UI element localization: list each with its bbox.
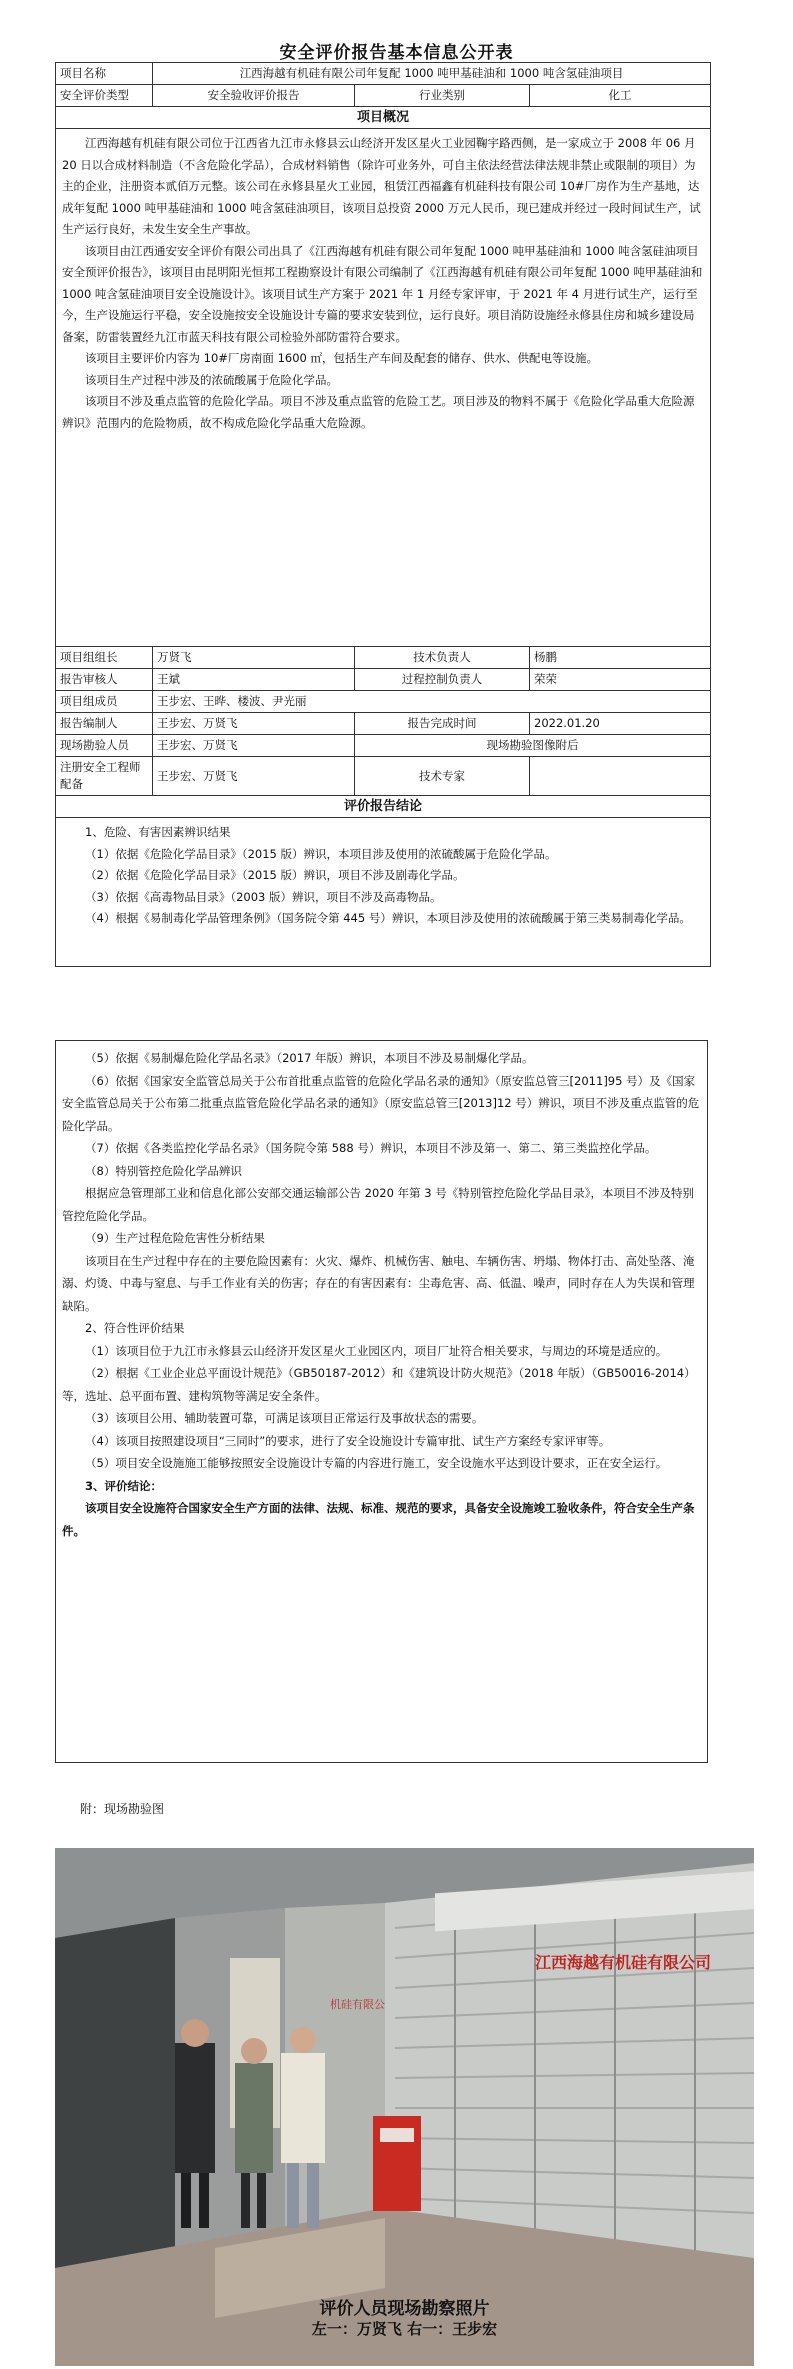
overview-body <box>56 129 711 647</box>
conclusion-paragraph: （4）根据《易制毒化学品管理条例》（国务院令第 445 号）辨识，本项目涉及使用的浓硫酸属于第三类易制毒化学品。 <box>85 911 691 925</box>
info-table <box>55 62 711 967</box>
engineer-value: 王步宏、万贤飞 <box>153 757 355 796</box>
tech-lead-label: 技术负责人 <box>355 647 530 669</box>
project-name-value: 江西海越有机硅有限公司年复配 1000 吨甲基硅油和 1000 吨含氢硅油项目 <box>153 63 711 85</box>
process-lead-label: 过程控制负责人 <box>355 669 530 691</box>
site-photo-label: 现场勘验图像附后 <box>355 735 711 757</box>
site-staff-label: 现场勘验人员 <box>56 735 153 757</box>
conclusion-paragraph: （4）该项目按照建设项目“三同时”的要求，进行了安全设施设计专篇审批、试生产方案经专家评审等。 <box>85 1433 611 1448</box>
photo-caption-title: 评价人员现场勘察照片 <box>319 2299 490 2319</box>
writer-value: 王步宏、万贤飞 <box>153 713 355 735</box>
conclusion-paragraph: 3、评价结论： <box>85 1478 163 1493</box>
conclusion-paragraph: （8）特别管控危险化学品辨识 <box>85 1163 242 1178</box>
overview-paragraph: 该项目由江西通安安全评价有限公司出具了《江西海越有机硅有限公司年复配 1000 吨甲基硅油和 1000 吨含氢硅油项目安全预评价报告》，该项目由昆明阳光恒邦工程勘察设计有限公司编制了《江西海越有机硅有限公司年复配 1000 吨甲基硅油和 1000 吨含氢硅油项目安全设施设计》。该项目试生产方案于 2021 年 1 月经专家评审，于 2021 年 4 月进行试生产，运行至今，生产设施运行平稳，安全设施按安全设施设计专篇的要求安装到位，运行良好。项目消防设施经永修县住房和城乡建设局备案，防雷装置经九江市蓝天科技有限公司检验外部防雷符合要求。 <box>62 243 703 344</box>
expert-value <box>530 757 711 796</box>
conclusion-paragraph: （2）依据《危险化学品目录》（2015 版）辨识，项目不涉及剧毒化学品。 <box>85 868 465 882</box>
final-conclusion: 该项目安全设施符合国家安全生产方面的法律、法规、标准、规范的要求，具备安全设施竣工验收条件，符合安全生产条件。 <box>62 1501 695 1538</box>
eval-type-label: 安全评价类型 <box>56 85 153 107</box>
conclusion-paragraph: （2）根据《工业企业总平面设计规范》（GB50187-2012）和《建筑设计防火规范》（2018 年版）（GB50016-2014）等，选址、总平面布置、建构筑物等满足安全条件。 <box>62 1366 696 1403</box>
attachment-label: 附：现场勘验图 <box>80 1802 165 1816</box>
conclusion-paragraph: （1）依据《危险化学品目录》（2015 版）辨识，本项目涉及使用的浓硫酸属于危险化学品。 <box>85 846 557 861</box>
conclusion-paragraph: （5）依据《易制爆危险化学品名录》（2017 年版）辨识，本项目不涉及易制爆化学品。 <box>85 1051 534 1065</box>
industry-value: 化工 <box>530 85 711 107</box>
finish-time-label: 报告完成时间 <box>355 713 530 735</box>
overview-paragraph: 该项目主要评价内容为 10#厂房南面 1600 ㎡，包括生产车间及配套的储存、供水、供配电等设施。 <box>85 351 598 365</box>
overview-paragraph: 该项目不涉及重点监管的危险化学品。项目不涉及重点监管的危险工艺。项目涉及的物料不属于《危险化学品重大危险源辨识》范围内的危险物质，故不构成危险化学品重大危险源。 <box>62 394 695 430</box>
eval-type-value: 安全验收评价报告 <box>153 85 355 107</box>
overview-paragraph: 该项目生产过程中涉及的浓硫酸属于危险化学品。 <box>85 372 338 387</box>
site-staff-value: 王步宏、万贤飞 <box>153 735 355 757</box>
conclusion-paragraph: 根据应急管理部工业和信息化部公安部交通运输部公告 2020 年第 3 号《特别管控危险化学品目录》，本项目不涉及特别管控危险化学品。 <box>62 1186 694 1223</box>
document-title: 安全评价报告基本信息公开表 <box>279 43 514 63</box>
conclusion-paragraph: 1、危险、有害因素辨识结果 <box>85 825 231 839</box>
writer-label: 报告编制人 <box>56 713 153 735</box>
conclusion-header: 评价报告结论 <box>56 796 711 818</box>
tech-lead-value: 杨鹏 <box>530 647 711 669</box>
conclusion-paragraph: （1）该项目位于九江市永修县云山经济开发区星火工业园区内，项目厂址符合相关要求，与周边的环境是适应的。 <box>85 1343 668 1358</box>
conclusion-paragraph: （3）该项目公用、辅助装置可靠，可满足该项目正常运行及事故状态的需要。 <box>85 1411 484 1425</box>
members-value: 王步宏、王晔、楼波、尹光丽 <box>153 691 711 713</box>
expert-label: 技术专家 <box>355 757 530 796</box>
reviewer-value: 王斌 <box>153 669 355 691</box>
conclusion-body-part1 <box>56 818 711 967</box>
company-sign-left: 机硅有限公 <box>330 1998 385 2011</box>
company-sign: 江西海越有机硅有限公司 <box>535 1953 712 1972</box>
conclusion-paragraph: （9）生产过程危险危害性分析结果 <box>85 1231 265 1245</box>
members-label: 项目组成员 <box>56 691 153 713</box>
conclusion-paragraph: （5）项目安全设施施工能够按照安全设施设计专篇的内容进行施工，安全设施水平达到设计要求，正在安全运行。 <box>85 1456 668 1470</box>
industry-label: 行业类别 <box>355 85 530 107</box>
overview-paragraph: 江西海越有机硅有限公司位于江西省九江市永修县云山经济开发区星火工业园鞠宇路西侧，是一家成立于 2008 年 06 月 20 日以合成材料制造（不含危险化学品），合成材料销售（除许可业务外，可自主依法经营法律法规非禁止或限制的项目）为主的企业，注册资本贰佰万元整。该公司在永修县星火工业园，租赁江西福鑫有机硅科技有限公司 10#厂房作为生产基地，达成年复配 1000 吨甲基硅油和 1000 吨含氢硅油项目，该项目总投资 2000 万元人民币，现已建成并经过一段时间试生产，试生产运行良好，未发生安全生产事故。 <box>62 136 701 236</box>
conclusion-paragraph: 该项目在生产过程中存在的主要危险因素有：火灾、爆炸、机械伤害、触电、车辆伤害、坍塌、物体打击、高处坠落、淹溺、灼烫、中毒与窒息、与手工作业有关的伤害；存在的有害因素有：尘毒危害、高、低温、噪声，同时存在人为失误和管理缺陷。 <box>62 1253 695 1313</box>
conclusion-paragraph: 2、符合性评价结果 <box>85 1321 185 1335</box>
process-lead-value: 荣荣 <box>530 669 711 691</box>
conclusion-paragraph: （6）依据《国家安全监管总局关于公布首批重点监管的危险化学品名录的通知》（原安监总管三[2011]95 号）及《国家安全监管总局关于公布第二批重点监管危险化学品名录的通知》（原安监总管三[2013]12 号）辨识，项目不涉及重点监管的危险化学品。 <box>62 1073 700 1133</box>
overview-header: 项目概况 <box>56 107 711 129</box>
conclusion-continued-box <box>55 1040 708 1763</box>
reviewer-label: 报告审核人 <box>56 669 153 691</box>
leader-value: 万贤飞 <box>153 647 355 669</box>
engineer-label: 注册安全工程师配备 <box>56 757 153 796</box>
site-photo <box>55 1848 754 2366</box>
conclusion-paragraph: （7）依据《各类监控化学品名录》（国务院令第 588 号）辨识，本项目不涉及第一、第二、第三类监控化学品。 <box>85 1141 657 1155</box>
project-name-label: 项目名称 <box>56 63 153 85</box>
site-photo-illustration <box>55 1848 754 2366</box>
conclusion-paragraph: （3）依据《高毒物品目录》（2003 版）辨识，项目不涉及高毒物品。 <box>85 889 442 904</box>
photo-caption-names: 左一：万贤飞 右一：王步宏 <box>311 2320 498 2338</box>
finish-time-value: 2022.01.20 <box>530 713 711 735</box>
leader-label: 项目组组长 <box>56 647 153 669</box>
